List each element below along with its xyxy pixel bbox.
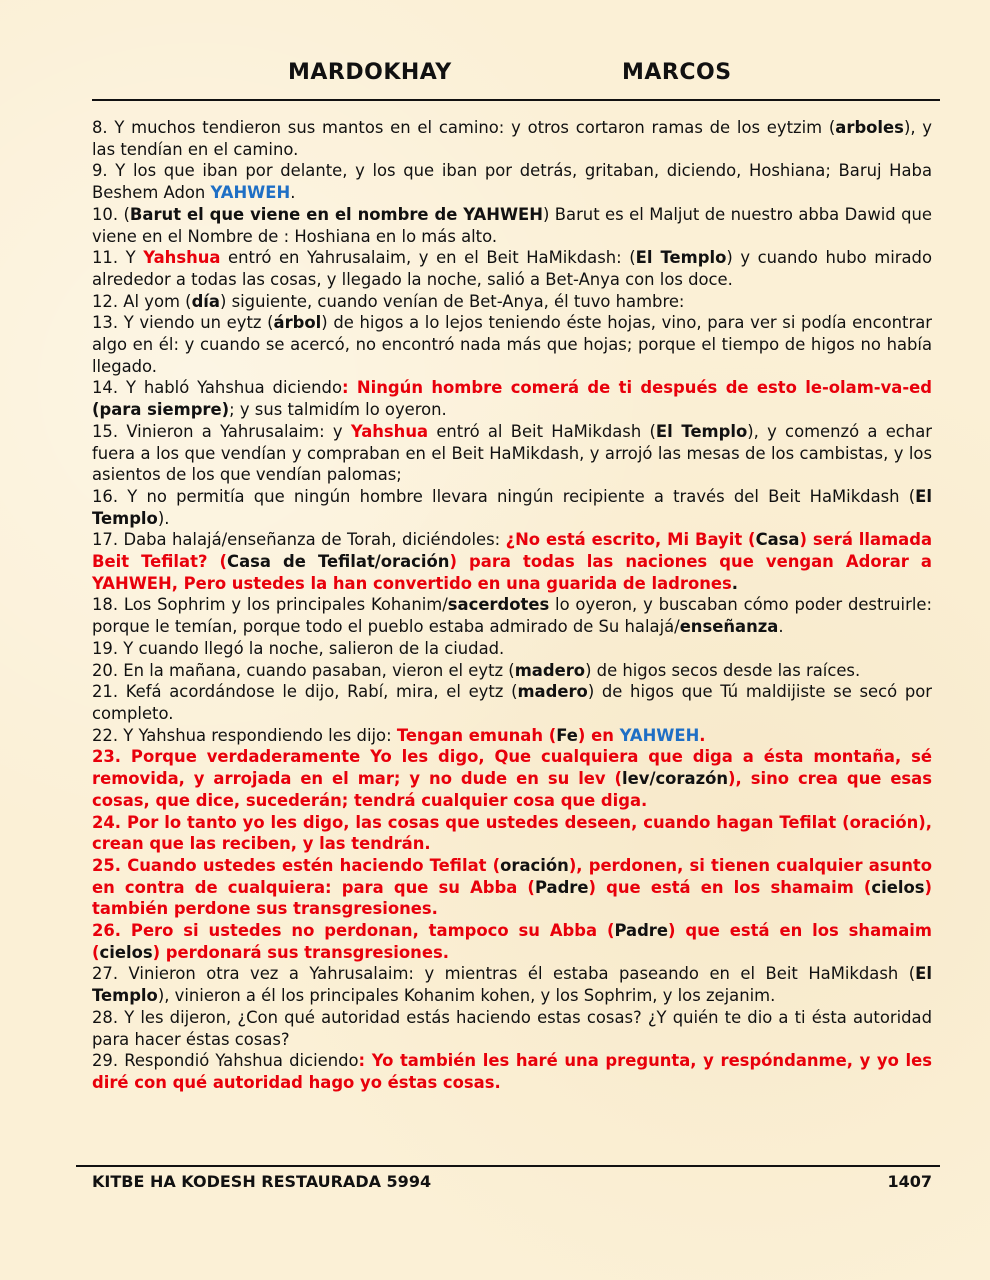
verse-28: 28. Y les dijeron, ¿Con qué autoridad estás haciendo estas cosas? ¿Y quién te dio a ti ésta autoridad para hacer éstas cosas?: [92, 1007, 932, 1049]
verse-16: 16. Y no permitía que ningún hombre llevara ningún recipiente a través del Beit HaMikdash (El Templo).: [92, 486, 932, 528]
verse-11: 11. Y Yahshua entró en Yahrusalaim, y en el Beit HaMikdash: (El Templo) y cuando hubo mirado alrededor a todas las cosas, y llegado la noche, salió a Bet-Anya con los doce.: [92, 248, 932, 289]
verse-14: 14. Y habló Yahshua diciendo: Ningún hombre comerá de ti después de esto le-olam-va-ed (para siempre); y sus talmidím lo oyeron.: [92, 378, 933, 420]
verse-29: 29. Respondió Yahshua diciendo: Yo también les haré una pregunta, y respóndanme, y yo les diré con qué autoridad hago yo éstas cosas.: [92, 1051, 932, 1092]
verse-25: 25. Cuando ustedes estén haciendo Tefilat (oración), perdonen, si tienen cualquier asunto en contra de cualquiera: para que su Abba (Padre) que está en los shamaim (cielos) también perdone sus transgresiones.: [92, 855, 933, 919]
verse-10: 10. (Barut el que viene en el nombre de YAHWEH) Barut es el Maljut de nuestro abba Dawid que viene en el Nombre de : Hoshiana en lo más alto.: [92, 204, 932, 246]
page-footer: [92, 1170, 932, 1194]
verse-21: 21. Kefá acordándose le dijo, Rabí, mira, el eytz (madero) de higos que Tú maldijiste se secó por completo.: [92, 682, 933, 723]
book-title-spanish: MARCOS: [622, 60, 732, 85]
page-number: 1407: [887, 1172, 932, 1191]
verse-23: 23. Porque verdaderamente Yo les digo, Que cualquiera que diga a ésta montaña, sé removida, y arrojada en el mar; y no dude en su lev (lev/corazón), sino crea que esas cosas, que dice, sucederán; tendrá cualquier cosa que diga.: [92, 747, 933, 810]
verse-20: 20. En la mañana, cuando pasaban, vieron el eytz (madero) de higos secos desde las raíces.: [92, 660, 861, 680]
verse-13: 13. Y viendo un eytz (árbol) de higos a lo lejos teniendo éste hojas, vino, para ver si podía encontrar algo en él: y cuando se acercó, no encontró nada más que hojas; porque el tiempo de higos no había llegado.: [92, 313, 932, 376]
footer-title: KITBE HA KODESH RESTAURADA 5994: [92, 1172, 432, 1191]
verse-8: 8. Y muchos tendieron sus mantos en el camino: y otros cortaron ramas de los eytzim (arboles), y las tendían en el camino.: [92, 118, 933, 159]
verse-26: 26. Pero si ustedes no perdonan, tampoco su Abba (Padre) que está en los shamaim (cielos) perdonará sus transgresiones.: [92, 921, 932, 962]
page-header: [92, 58, 940, 92]
verse-15: 15. Vinieron a Yahrusalaim: y Yahshua entró al Beit HaMikdash (El Templo), y comenzó a echar fuera a los que vendían y compraban en el Beit HaMikdash, y arrojó las mesas de los cambistas, y los asientos de los que vendían palomas;: [92, 421, 932, 485]
verse-22: 22. Y Yahshua respondiendo les dijo: Tengan emunah (Fe) en YAHWEH.: [92, 725, 706, 745]
verse-18: 18. Los Sophrim y los principales Kohanim/sacerdotes lo oyeron, y buscaban cómo poder destruirle: porque le temían, porque todo el pueblo estaba admirado de Su halajá/enseñanza.: [92, 595, 932, 637]
verse-27: 27. Vinieron otra vez a Yahrusalaim: y mientras él estaba paseando en el Beit HaMikdash (El Templo), vinieron a él los principales Kohanim kohen, y los Sophrim, y los zejanim.: [92, 964, 932, 1006]
footer-rule: [76, 1165, 940, 1167]
book-title-hebrew: MARDOKHAY: [288, 60, 452, 85]
verse-9: 9. Y los que iban por delante, y los que iban por detrás, gritaban, diciendo, Hoshiana; Baruj Haba Beshem Adon YAHWEH.: [92, 161, 932, 203]
verse-24: 24. Por lo tanto yo les digo, las cosas que ustedes deseen, cuando hagan Tefilat (oración), crean que las reciben, y las tendrán.: [92, 812, 932, 854]
verse-19: 19. Y cuando llegó la noche, salieron de la ciudad.: [92, 638, 505, 658]
verse-17: 17. Daba halajá/enseñanza de Torah, diciéndoles: ¿No está escrito, Mi Bayit (Casa) será llamada Beit Tefilat? (Casa de Tefilat/oración) para todas las naciones que vengan Adorar a YAHWEH, Pero ustedes la han convertido en una guarida de ladrones.: [92, 530, 933, 593]
scripture-text: [92, 117, 932, 1094]
header-rule: [92, 99, 940, 101]
verse-12: 12. Al yom (día) siguiente, cuando venían de Bet-Anya, él tuvo hambre:: [92, 291, 685, 311]
